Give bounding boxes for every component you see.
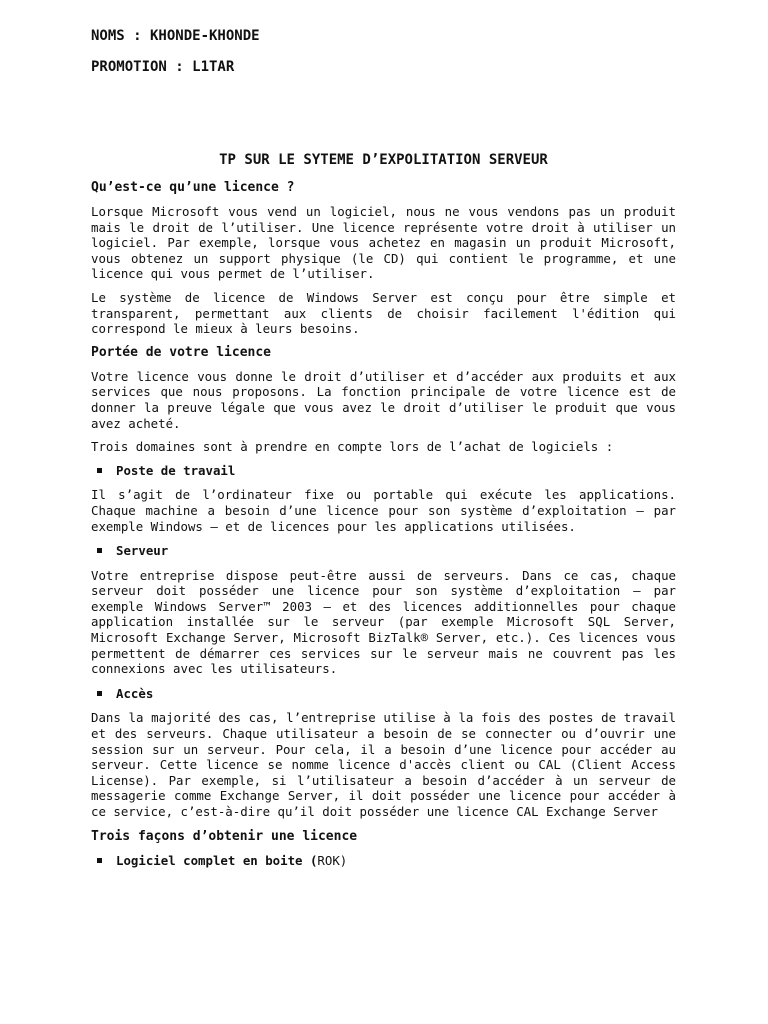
promotion: PROMOTION : L1TAR — [91, 59, 235, 75]
square-bullet-icon — [97, 548, 102, 553]
square-bullet-icon — [97, 468, 102, 473]
bullet-label: Logiciel complet en boite ( — [116, 852, 318, 868]
document-title: TP SUR LE SYTEME D’EXPOLITATION SERVEUR — [219, 152, 548, 168]
bullet-item-logiciel-complet — [91, 853, 676, 869]
paragraph: Votre entreprise dispose peut-être aussi de serveurs. Dans ce cas, chaque serveur doit posséder une licence pour son système d’exploitation – par exemple Windows Server™ 2003 – et des licences additionnelles pour chaque application installée sur le serveur (par exemple Microsoft SQL Server, Microsoft Exchange Server, Microsoft BizTalk® Server, etc.). Ces licences vous permettent de démarrer ces services sur le serveur mais ne couvrent pas les connexions avec les utilisateurs. — [91, 567, 676, 677]
bullet-label: Accès — [116, 685, 154, 701]
paragraph: Votre licence vous donne le droit d’utiliser et d’accéder aux produits et aux services que nous proposons. La fonction principale de votre licence est de donner la preuve légale que vous avez le droit d’utiliser le produit que vous avez acheté. — [91, 368, 676, 431]
section-heading-licence: Qu’est-ce qu’une licence ? — [91, 180, 295, 195]
paragraph: Il s’agit de l’ordinateur fixe ou portable qui exécute les applications. Chaque machine a besoin d’une licence pour son système d’exploitation – par exemple Windows – et de licences pour les applications utilisées. — [91, 487, 676, 534]
square-bullet-icon — [97, 858, 102, 863]
bullet-label: Serveur — [116, 543, 169, 559]
document-body — [91, 152, 676, 877]
square-bullet-icon — [97, 691, 102, 696]
paragraph: Dans la majorité des cas, l’entreprise utilise à la fois des postes de travail et des serveurs. Chaque utilisateur a besoin de se connecter ou d’ouvrir une session sur un serveur. Pour cela, il a besoin d’une licence pour accéder au serveur. Cette licence se nomme licence d'accès client ou CAL (Client Access License). Par exemple, si l’utilisateur a besoin d’accéder à un serveur de messagerie comme Exchange Server, il doit posséder une licence pour accéder à ce service, c’est-à-dire qu’il doit posséder une licence CAL Exchange Server — [91, 710, 676, 819]
paragraph: Trois domaines sont à prendre en compte lors de l’achat de logiciels : — [91, 439, 614, 455]
bullet-item-acces — [91, 686, 676, 702]
bullet-item-serveur — [91, 543, 676, 559]
bullet-item-poste — [91, 463, 676, 479]
section-heading-portee: Portée de votre licence — [91, 344, 272, 360]
student-name: NOMS : KHONDE-KHONDE — [91, 28, 260, 44]
section-heading-obtenir: Trois façons d’obtenir une licence — [91, 828, 358, 844]
bullet-label: Poste de travail — [116, 462, 236, 478]
paragraph: Lorsque Microsoft vous vend un logiciel, nous ne vous vendons pas un produit mais le droit de l’utiliser. Une licence représente votre droit à utiliser un logiciel. Par exemple, lorsque vous achetez en magasin un produit Microsoft, vous obtenez un support physique (le CD) qui contient le programme, et une licence qui vous permet de l’utiliser. — [91, 204, 676, 282]
paragraph: Le système de licence de Windows Server est conçu pour être simple et transparent, permettant aux clients de choisir facilement l'édition qui correspond le mieux à leurs besoins. — [91, 289, 676, 337]
bullet-label-suffix: ROK) — [317, 852, 348, 868]
